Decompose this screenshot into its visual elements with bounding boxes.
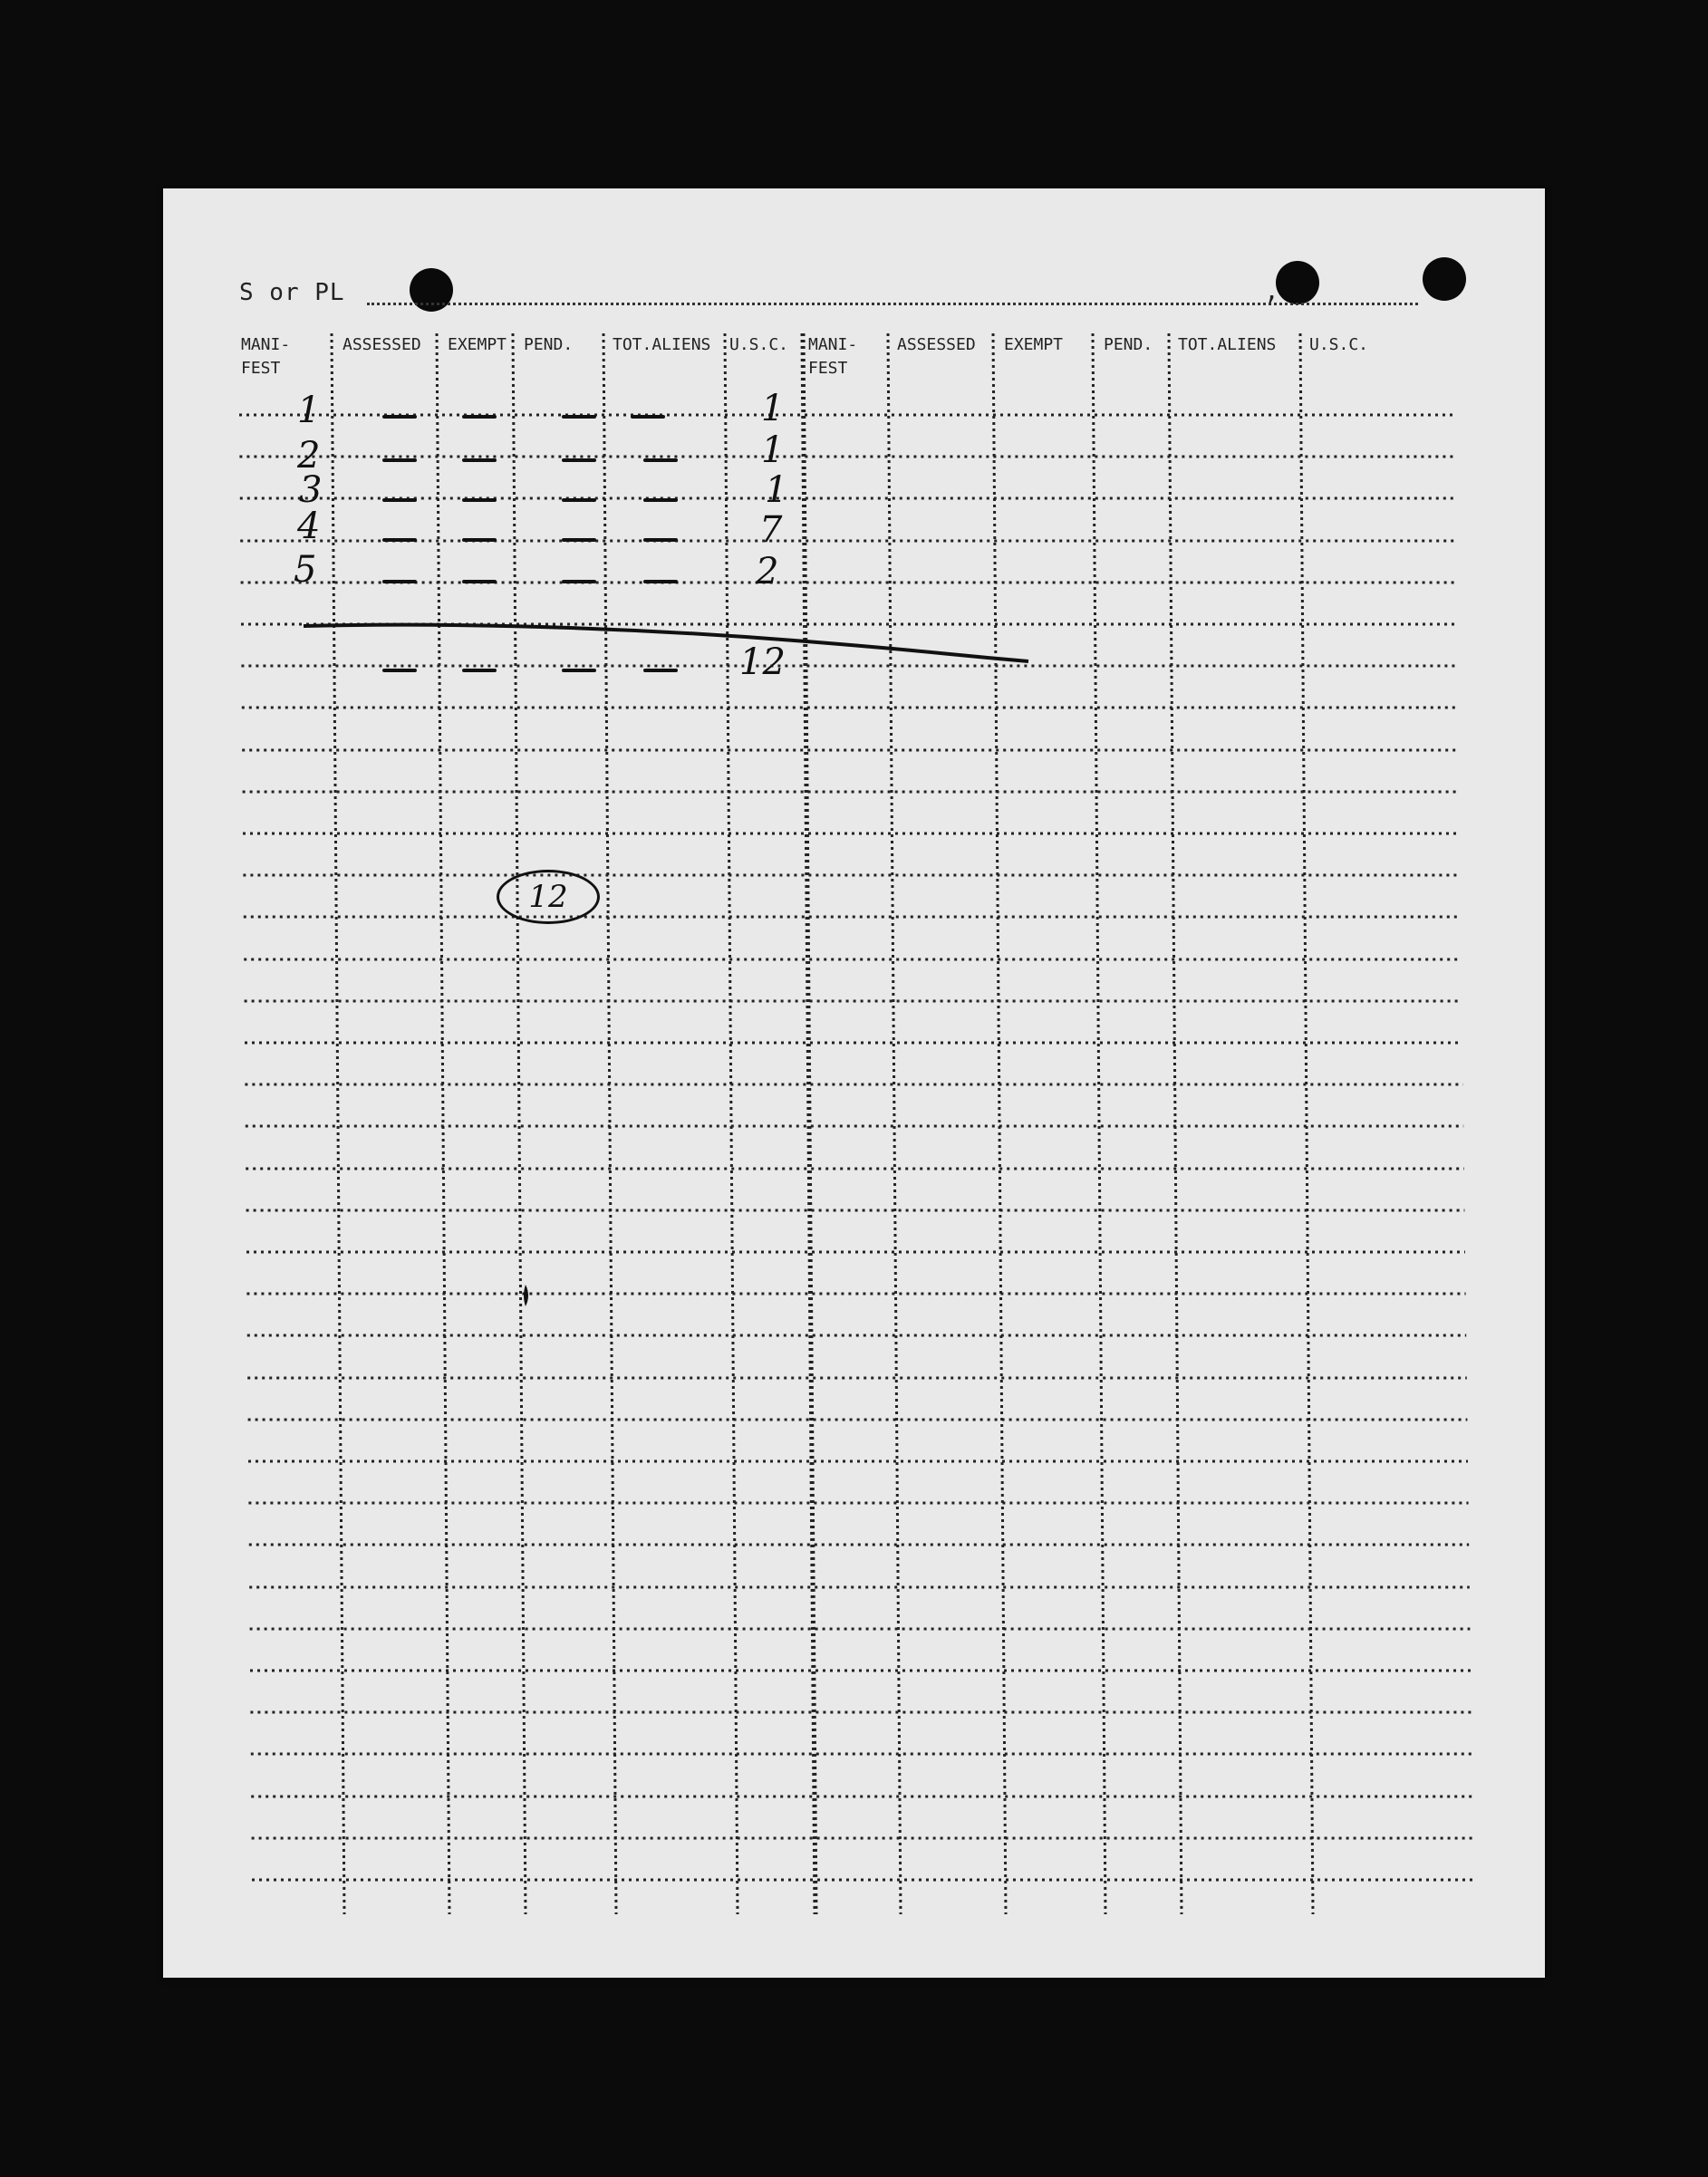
manifest-number-3: 3 bbox=[299, 469, 323, 511]
column-rule bbox=[513, 333, 526, 1914]
dash-mark bbox=[643, 580, 678, 583]
column-rule bbox=[332, 333, 344, 1914]
column-rule bbox=[888, 333, 901, 1914]
column-rule bbox=[993, 333, 1006, 1914]
column-header-exempt-right: EXEMPT bbox=[1004, 335, 1064, 354]
column-header-manifest-left: MANI- FEST bbox=[241, 335, 291, 378]
dash-mark bbox=[562, 415, 596, 419]
usc-total: 12 bbox=[739, 641, 786, 683]
usc-value-4: 7 bbox=[759, 509, 783, 551]
column-header-pend-right: PEND. bbox=[1104, 335, 1153, 354]
column-rule bbox=[803, 333, 815, 1914]
column-header-assessed-left: ASSESSED bbox=[343, 335, 421, 354]
dash-mark bbox=[462, 415, 497, 419]
dash-mark bbox=[382, 498, 417, 502]
column-header-usc-left: U.S.C. bbox=[729, 335, 789, 354]
dash-mark bbox=[382, 538, 417, 542]
dash-mark bbox=[643, 458, 678, 462]
dash-mark bbox=[643, 538, 678, 542]
manifest-number-5: 5 bbox=[294, 549, 317, 591]
dash-mark bbox=[382, 458, 417, 462]
form-sheet bbox=[163, 188, 1545, 1978]
usc-value-3: 1 bbox=[765, 469, 788, 511]
column-rule bbox=[603, 333, 616, 1914]
column-rule bbox=[1093, 333, 1105, 1914]
dash-mark bbox=[462, 538, 497, 542]
column-header-assessed-right: ASSESSED bbox=[897, 335, 976, 354]
dash-mark bbox=[382, 669, 417, 672]
column-header-exempt-left: EXEMPT bbox=[448, 335, 507, 354]
column-rule bbox=[725, 333, 738, 1914]
manifest-number-4: 4 bbox=[297, 506, 321, 547]
usc-value-1: 1 bbox=[761, 388, 785, 429]
dash-mark bbox=[462, 458, 497, 462]
stray-mark bbox=[524, 1285, 528, 1306]
dash-mark bbox=[462, 669, 497, 672]
ship-or-plane-label: S or PL bbox=[239, 279, 345, 306]
dash-mark bbox=[643, 669, 678, 672]
dash-mark bbox=[562, 538, 596, 542]
dash-mark bbox=[562, 498, 596, 502]
dash-mark bbox=[382, 415, 417, 419]
dash-mark bbox=[631, 415, 665, 419]
dash-mark bbox=[562, 580, 596, 583]
dash-mark bbox=[562, 458, 596, 462]
column-rule bbox=[1300, 333, 1313, 1914]
column-header-tot-aliens-left: TOT.ALIENS bbox=[613, 335, 711, 354]
column-header-tot-aliens-right: TOT.ALIENS bbox=[1178, 335, 1277, 354]
dash-mark bbox=[462, 498, 497, 502]
column-header-pend-left: PEND. bbox=[524, 335, 574, 354]
usc-value-2: 1 bbox=[761, 429, 785, 471]
total-underline-stroke bbox=[304, 625, 1028, 661]
dash-mark bbox=[643, 498, 678, 502]
manifest-number-1: 1 bbox=[297, 390, 321, 431]
column-header-usc-right: U.S.C. bbox=[1309, 335, 1369, 354]
circled-count: 12 bbox=[497, 870, 600, 924]
header-comma: , bbox=[1264, 275, 1279, 305]
column-header-manifest-right: MANI- FEST bbox=[808, 335, 858, 378]
dash-mark bbox=[462, 580, 497, 583]
manifest-number-2: 2 bbox=[297, 435, 321, 477]
column-rule bbox=[1169, 333, 1182, 1914]
column-rule bbox=[437, 333, 449, 1914]
dash-mark bbox=[382, 580, 417, 583]
dash-mark bbox=[562, 669, 596, 672]
usc-value-5: 2 bbox=[756, 551, 779, 592]
dotted-grid bbox=[163, 188, 1545, 1978]
